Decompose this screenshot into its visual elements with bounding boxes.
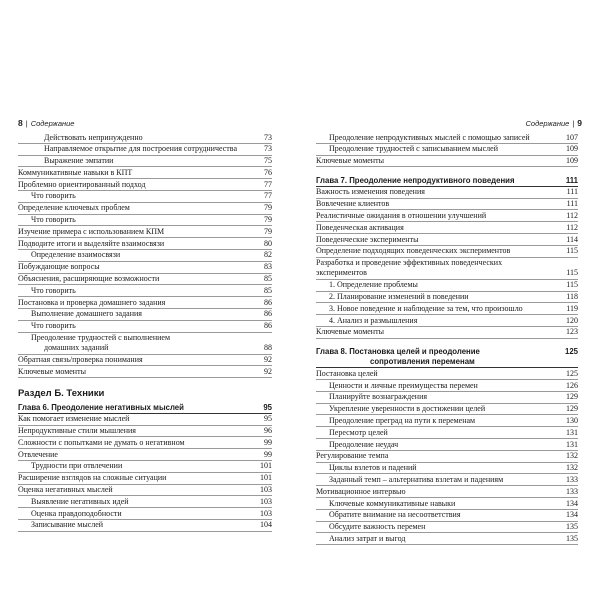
- toc-entry-text: Подводите итоги и выделяйте взаимосвязи: [18, 238, 165, 248]
- toc-entry-title: [316, 522, 552, 532]
- toc-entry-title: [316, 246, 552, 256]
- toc-entry-page: 112: [566, 210, 578, 220]
- toc-entry[interactable]: [316, 246, 578, 258]
- toc-entry[interactable]: [316, 303, 578, 315]
- toc-entry-page: 115: [566, 268, 578, 278]
- toc-right: [316, 132, 578, 545]
- toc-entry-page: 135: [566, 522, 578, 532]
- toc-entry-page: 114: [566, 234, 578, 244]
- toc-entry-text: Ценности и личные преимущества перемен: [329, 380, 478, 390]
- toc-entry-title: [316, 258, 552, 279]
- toc-entry[interactable]: [18, 426, 272, 438]
- toc-entry-text: Коммуникативные навыки в КПТ: [18, 167, 133, 177]
- toc-entry-text: Обратите внимание на несоответствия: [329, 510, 461, 520]
- toc-entry-text: Поведенческие эксперименты: [316, 234, 419, 244]
- toc-entry-text: Что говорить: [31, 285, 76, 295]
- toc-entry-page: 132: [566, 463, 578, 473]
- toc-entry-text: Планируйте вознаграждения: [329, 392, 428, 402]
- toc-entry-title: [316, 416, 552, 426]
- toc-entry-text: Трудности при отвлечении: [31, 461, 123, 471]
- toc-entry-page: 76: [264, 167, 272, 177]
- toc-entry-page: 103: [260, 496, 272, 506]
- toc-entry-title: [18, 133, 246, 143]
- toc-entry[interactable]: [316, 292, 578, 304]
- toc-entry-page: 92: [264, 366, 272, 376]
- toc-entry[interactable]: [316, 187, 578, 199]
- toc-entry[interactable]: [18, 274, 272, 286]
- toc-entry-title: [18, 473, 246, 483]
- toc-entry-page: 123: [566, 327, 578, 337]
- toc-entry-text: Вовлечение клиентов: [316, 199, 390, 209]
- toc-entry-title: [18, 262, 246, 272]
- toc-entry-page: 135: [566, 533, 578, 543]
- toc-entry-page: 99: [264, 449, 272, 459]
- toc-entry[interactable]: [316, 210, 578, 222]
- toc-entry-text: Как помогает изменение мыслей: [18, 414, 130, 424]
- toc-entry-text: Обратная связь/проверка понимания: [18, 355, 143, 365]
- toc-entry-title: [18, 426, 246, 436]
- toc-entry-title: [316, 187, 552, 197]
- toc-entry-text: Определение взаимосвязи: [31, 250, 121, 260]
- toc-entry-page: 109: [566, 156, 578, 166]
- page-number-left: 8: [18, 118, 23, 128]
- toc-entry-page: 99: [264, 437, 272, 447]
- toc-entry-page: 129: [566, 404, 578, 414]
- chapter-7-name: Преодоление непродуктивного поведения: [349, 175, 515, 185]
- toc-entry[interactable]: [316, 404, 578, 416]
- toc-entry-title: [316, 327, 552, 337]
- toc-entry-text: Обсудите важность перемен: [329, 522, 426, 532]
- toc-entry[interactable]: [316, 463, 578, 475]
- toc-entry[interactable]: [18, 333, 272, 355]
- chapter-8-label: Глава 8.: [316, 347, 348, 357]
- running-header-right: [526, 118, 582, 128]
- toc-entry-text: Что говорить: [31, 215, 76, 225]
- toc-entry[interactable]: [316, 156, 578, 168]
- chapter-7-title: [316, 176, 552, 186]
- chapter-6-heading[interactable]: [18, 402, 272, 414]
- toc-entry-page: 103: [260, 485, 272, 495]
- toc-entry-text: Заданный темп – альтернатива взлетам и падениям: [329, 474, 504, 484]
- toc-entry-text: Укрепление уверенности в достижении целей: [329, 404, 486, 414]
- toc-entry-text: Пересмотр целей: [329, 427, 388, 437]
- toc-entry[interactable]: [316, 510, 578, 522]
- toc-entry-title: [316, 304, 552, 314]
- toc-entry-page: 132: [566, 451, 578, 461]
- toc-entry-text: Постановка и проверка домашнего задания: [18, 297, 166, 307]
- toc-entry-title: [18, 333, 246, 354]
- running-title-right: Содержание: [525, 119, 570, 128]
- toc-entry-text: Оценка правдоподобности: [31, 508, 122, 518]
- toc-entry-page: 77: [264, 179, 272, 189]
- toc-entry-title: [18, 461, 246, 471]
- toc-entry-text: Проблемно ориентированный подход: [18, 179, 146, 189]
- toc-entry[interactable]: [316, 451, 578, 463]
- toc-entry-page: 88: [264, 343, 272, 353]
- toc-entry-page: 86: [264, 321, 272, 331]
- header-separator: |: [25, 119, 28, 128]
- toc-entry-page: 86: [264, 297, 272, 307]
- toc-entry-text: Ключевые моменты: [316, 327, 384, 337]
- toc-entry-title: [18, 144, 246, 154]
- toc-entry-text: Расширение взглядов на сложные ситуации: [18, 473, 167, 483]
- toc-entry-title: [316, 223, 552, 233]
- toc-entry-text: Непродуктивные стили мышления: [18, 426, 136, 436]
- chapter-6-title: [18, 403, 246, 413]
- spacer: [316, 339, 578, 347]
- chapter-8-heading[interactable]: [316, 347, 578, 369]
- chapter-8-name: Постановка целей и преодоление: [349, 347, 480, 357]
- toc-entry[interactable]: [18, 262, 272, 274]
- toc-entries-chapter-8: [316, 368, 578, 545]
- toc-entry-text: Объяснения, расширяющие возможности: [18, 274, 160, 284]
- toc-entry-text: Преодоление трудностей с выполнением: [31, 333, 171, 343]
- chapter-7-page: 111: [565, 175, 578, 185]
- toc-entry-page: 86: [264, 309, 272, 319]
- toc-entries-right: [316, 132, 578, 167]
- toc-entry-title: [316, 440, 552, 450]
- toc-entry-title: [316, 428, 552, 438]
- toc-entry-title: [18, 485, 246, 495]
- toc-entry-text: 2. Планирование изменений в поведении: [329, 292, 469, 302]
- toc-entry-page: 79: [264, 226, 272, 236]
- toc-entry-text: Преодоление непродуктивных мыслей с помощью записей: [329, 132, 530, 142]
- toc-entry-text: Оценка негативных мыслей: [18, 485, 113, 495]
- toc-entry-text: Направляемое открытие для построения сотрудничества: [44, 144, 238, 154]
- chapter-6-page: 95: [263, 402, 272, 412]
- toc-entry[interactable]: [316, 392, 578, 404]
- toc-entry-page: 125: [566, 368, 578, 378]
- toc-entries-left: [18, 132, 272, 378]
- toc-entry[interactable]: [316, 222, 578, 234]
- toc-entry[interactable]: [18, 437, 272, 449]
- toc-entry-text: Определение подходящих поведенческих экспериментов: [316, 246, 511, 256]
- toc-entry-title: [316, 510, 552, 520]
- toc-entry-page: 111: [566, 199, 578, 209]
- toc-entry[interactable]: [316, 522, 578, 534]
- toc-entry-text: Ключевые моменты: [316, 156, 384, 166]
- toc-entry-page: 75: [264, 156, 272, 166]
- toc-entry-text: Выражение эмпатии: [44, 156, 114, 166]
- toc-entry[interactable]: [18, 461, 272, 473]
- toc-entry[interactable]: [18, 366, 272, 378]
- toc-entry-page: 134: [566, 498, 578, 508]
- toc-entry-text: 1. Определение проблемы: [329, 280, 418, 290]
- toc-entry[interactable]: [316, 439, 578, 451]
- toc-entry-title: [18, 509, 246, 519]
- toc-entry[interactable]: [18, 297, 272, 309]
- toc-entry-title: [316, 292, 552, 302]
- toc-entry-text: Постановка целей: [316, 368, 378, 378]
- toc-entry-page: 104: [260, 520, 272, 530]
- toc-entry[interactable]: [18, 167, 272, 179]
- toc-entry[interactable]: [18, 238, 272, 250]
- toc-entry-page: 134: [566, 510, 578, 520]
- toc-entry[interactable]: [18, 414, 272, 426]
- toc-entry-page: 85: [264, 285, 272, 295]
- toc-entry-page: 129: [566, 392, 578, 402]
- toc-entry-text: Изучение примера с использованием КПМ: [18, 226, 165, 236]
- toc-entry-title: [18, 298, 246, 308]
- toc-entry[interactable]: [18, 203, 272, 215]
- toc-entry-text: Побуждающие вопросы: [18, 262, 100, 272]
- toc-entry-page: 103: [260, 508, 272, 518]
- toc-entry-title: [18, 355, 246, 365]
- toc-entry[interactable]: [316, 368, 578, 380]
- toc-entry-page: 79: [264, 215, 272, 225]
- toc-entry-text: Действовать непринужденно: [44, 132, 143, 142]
- toc-entry-title: [316, 280, 552, 290]
- toc-entry-text: Важность изменения поведения: [316, 187, 425, 197]
- toc-entry[interactable]: [316, 315, 578, 327]
- toc-entry-page: 133: [566, 486, 578, 496]
- toc-entry-text: Сложности с попытками не думать о негативном: [18, 437, 185, 447]
- toc-entry-page: 118: [566, 292, 578, 302]
- toc-entry-text: Что говорить: [31, 191, 76, 201]
- toc-entry-title: [316, 199, 552, 209]
- toc-entry-title: [18, 414, 246, 424]
- chapter-8-name-line2: сопротивления переменам: [370, 357, 475, 367]
- toc-entry-text: Реалистичные ожидания в отношении улучшений: [316, 210, 487, 220]
- toc-entry-title: [316, 534, 552, 544]
- toc-entry-title: [316, 211, 552, 221]
- toc-entry-title: [316, 451, 552, 461]
- toc-entry-text: Преодоление трудностей с записыванием мыслей: [329, 144, 498, 154]
- toc-entry-title: [316, 369, 552, 379]
- toc-entry-page: 92: [264, 355, 272, 365]
- running-header-left: [18, 118, 74, 128]
- toc-entry-page: 111: [566, 187, 578, 197]
- toc-entry-text: Анализ затрат и выгод: [329, 533, 406, 543]
- toc-entry-title: [18, 274, 246, 284]
- toc-entry-text: Что говорить: [31, 321, 76, 331]
- toc-entry-title: [316, 487, 552, 497]
- toc-entries-chapter-6: [18, 414, 272, 532]
- toc-entry-page: 73: [264, 144, 272, 154]
- spacer: [316, 167, 578, 175]
- toc-entry-text-line2: экспериментов: [316, 268, 367, 278]
- section-title: Раздел Б. Техники: [18, 388, 105, 400]
- toc-entry-title: [18, 438, 246, 448]
- toc-entry-title: [18, 156, 246, 166]
- toc-entry-text: Выявление негативных идей: [31, 496, 129, 506]
- toc-entry-text: 3. Новое поведение и наблюдение за тем, что произошло: [329, 303, 523, 313]
- running-title-left: Содержание: [30, 119, 75, 128]
- toc-entry-title: [18, 227, 246, 237]
- toc-entry[interactable]: [316, 144, 578, 156]
- toc-entry[interactable]: [316, 199, 578, 211]
- toc-entry-text: Отвлечение: [18, 449, 58, 459]
- toc-entry[interactable]: [18, 226, 272, 238]
- toc-entry-text: Циклы взлетов и падений: [329, 463, 417, 473]
- toc-entry-page: 95: [264, 414, 272, 424]
- toc-entry[interactable]: [18, 191, 272, 203]
- toc-entry-page: 80: [264, 238, 272, 248]
- toc-entry-text: Регулирование темпа: [316, 451, 389, 461]
- toc-entry-title: [18, 168, 246, 178]
- toc-entry-page: 115: [566, 246, 578, 256]
- toc-entry-title: [316, 475, 552, 485]
- toc-entry-text: Ключевые моменты: [18, 366, 86, 376]
- toc-entry-page: 131: [566, 439, 578, 449]
- page-number-right: 9: [577, 118, 582, 128]
- toc-entry-title: [18, 367, 246, 377]
- chapter-7-heading[interactable]: [316, 175, 578, 187]
- toc-entry-text: Поведенческая активация: [316, 222, 404, 232]
- toc-entry[interactable]: [18, 508, 272, 520]
- toc-entry-title: [18, 286, 246, 296]
- toc-entry[interactable]: [18, 250, 272, 262]
- toc-entry-title: [316, 463, 552, 473]
- toc-entry[interactable]: [18, 285, 272, 297]
- chapter-6-label: Глава 6.: [18, 402, 50, 412]
- toc-entry-title: [18, 450, 246, 460]
- toc-entry-page: 83: [264, 262, 272, 272]
- chapter-7-label: Глава 7.: [316, 175, 348, 185]
- toc-left: [18, 132, 272, 532]
- toc-entry-title: [316, 404, 552, 414]
- toc-entry-page: 133: [566, 474, 578, 484]
- right-page: [300, 0, 600, 600]
- toc-entry-page: 115: [566, 280, 578, 290]
- toc-entry-page: 112: [566, 222, 578, 232]
- toc-entry-title: [18, 309, 246, 319]
- toc-entry-page: 107: [566, 132, 578, 142]
- toc-entry[interactable]: [18, 179, 272, 191]
- toc-entry[interactable]: [18, 132, 272, 144]
- toc-entry[interactable]: [316, 498, 578, 510]
- toc-entry-title: [316, 316, 552, 326]
- toc-entry-page: 101: [260, 461, 272, 471]
- toc-entry-title: [316, 156, 552, 166]
- toc-entry-title: [18, 250, 246, 260]
- toc-entry[interactable]: [316, 533, 578, 545]
- toc-entry-title: [316, 392, 552, 402]
- header-separator: |: [572, 119, 575, 128]
- toc-entry-text: Выполнение домашнего задания: [31, 309, 142, 319]
- toc-entry[interactable]: [316, 132, 578, 144]
- toc-entry-text: Мотивационное интервью: [316, 486, 406, 496]
- toc-entry-title: [18, 239, 246, 249]
- chapter-6-name: Преодоление негативных мыслей: [51, 402, 184, 412]
- toc-entry-text: Разработка и проведение эффективных поведенческих: [316, 258, 503, 268]
- toc-entry-page: 131: [566, 427, 578, 437]
- toc-entry[interactable]: [18, 496, 272, 508]
- toc-entry-title: [18, 497, 246, 507]
- toc-entry-page: 77: [264, 191, 272, 201]
- toc-entry[interactable]: [316, 258, 578, 280]
- toc-entry[interactable]: [18, 449, 272, 461]
- toc-entry-title: [18, 180, 246, 190]
- toc-entry-page: 109: [566, 144, 578, 154]
- toc-entry[interactable]: [316, 415, 578, 427]
- toc-entry-text: Преодоление преград на пути к переменам: [329, 415, 476, 425]
- toc-entry-title: [18, 191, 246, 201]
- toc-entry[interactable]: [316, 427, 578, 439]
- toc-entry[interactable]: [18, 309, 272, 321]
- toc-entry-page: 82: [264, 250, 272, 260]
- toc-entry[interactable]: [316, 327, 578, 339]
- toc-entry-title: [316, 144, 552, 154]
- toc-entry-page: 126: [566, 380, 578, 390]
- toc-entry-title: [316, 133, 552, 143]
- toc-entry-title: [316, 235, 552, 245]
- chapter-8-title: [316, 347, 552, 367]
- toc-entry-page: 119: [566, 303, 578, 313]
- toc-entries-chapter-7: [316, 187, 578, 339]
- toc-entry-text: 4. Анализ и размышления: [329, 315, 418, 325]
- toc-entry[interactable]: [18, 215, 272, 227]
- toc-entry-title: [316, 499, 552, 509]
- toc-entry[interactable]: [316, 380, 578, 392]
- toc-entry-page: 101: [260, 473, 272, 483]
- toc-entry-page: 73: [264, 132, 272, 142]
- chapter-8-page: 125: [564, 347, 578, 357]
- toc-entry-text: Преодоление неудач: [329, 439, 399, 449]
- toc-entry-text: Ключевые коммуникативные навыки: [329, 498, 456, 508]
- toc-entry[interactable]: [18, 520, 272, 532]
- toc-entry[interactable]: [18, 485, 272, 497]
- toc-entry-text-line2: домашних заданий: [44, 343, 109, 353]
- toc-entry-page: 130: [566, 415, 578, 425]
- toc-entry[interactable]: [316, 234, 578, 246]
- toc-entry-page: 96: [264, 426, 272, 436]
- toc-entry-text: Определение ключевых проблем: [18, 203, 130, 213]
- toc-entry-title: [316, 381, 552, 391]
- toc-entry-title: [18, 321, 246, 331]
- toc-entry[interactable]: [316, 486, 578, 498]
- toc-entry[interactable]: [18, 144, 272, 156]
- toc-entry[interactable]: [18, 355, 272, 367]
- toc-entry-title: [18, 203, 246, 213]
- toc-entry-title: [18, 215, 246, 225]
- toc-entry-page: 120: [566, 315, 578, 325]
- toc-entry[interactable]: [18, 156, 272, 168]
- toc-entry[interactable]: [18, 321, 272, 333]
- toc-entry[interactable]: [18, 473, 272, 485]
- toc-entry-page: 79: [264, 203, 272, 213]
- toc-entry[interactable]: [316, 474, 578, 486]
- toc-entry-text: Записывание мыслей: [31, 520, 104, 530]
- toc-entry-page: 85: [264, 274, 272, 284]
- toc-entry-title: [18, 520, 246, 530]
- toc-entry[interactable]: [316, 280, 578, 292]
